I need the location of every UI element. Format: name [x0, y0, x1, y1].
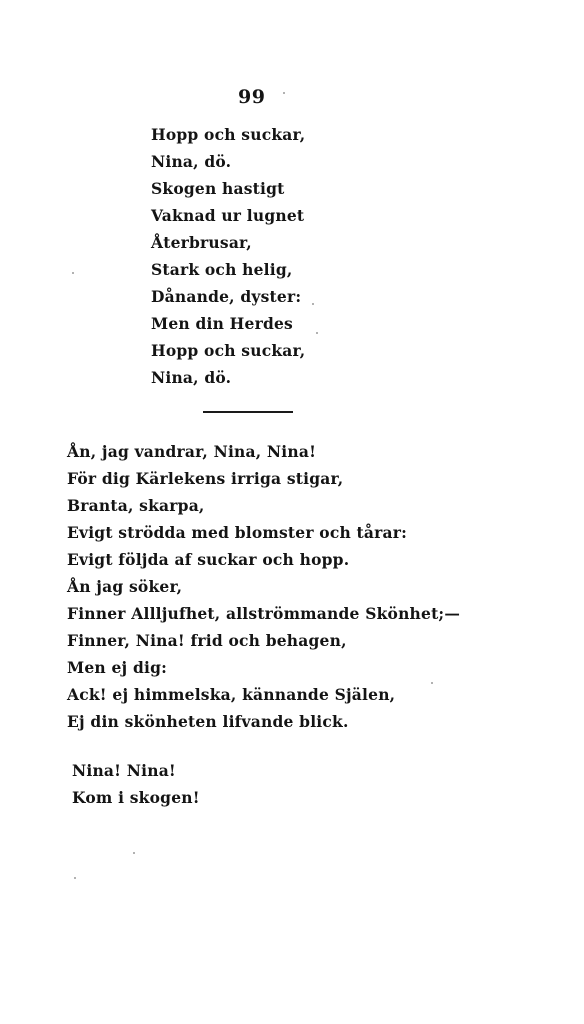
poem-stanza-end — [72, 757, 200, 811]
poem-line: Skogen hastigt — [151, 179, 285, 198]
poem-line: Nina, dö. — [151, 368, 232, 387]
poem-line: Men din Herdes — [151, 314, 293, 333]
poem-line: Evigt följda af suckar och hopp. — [67, 550, 350, 569]
poem-line: Nina, dö. — [151, 152, 232, 171]
section-divider-rule — [203, 411, 293, 413]
poem-line: För dig Kärlekens irriga stigar, — [67, 469, 344, 488]
poem-stanza-main — [67, 438, 460, 735]
print-speck — [316, 332, 318, 334]
print-speck — [133, 852, 135, 854]
print-speck — [72, 272, 74, 274]
poem-line: Hopp och suckar, — [151, 341, 306, 360]
print-speck — [312, 303, 314, 305]
poem-line: Kom i skogen! — [72, 788, 200, 807]
poem-stanza-top — [151, 121, 305, 391]
poem-line: Evigt strödda med blomster och tårar: — [67, 523, 408, 542]
poem-line: Branta, skarpa, — [67, 496, 205, 515]
print-speck — [74, 877, 76, 879]
poem-line: Men ej dig: — [67, 658, 168, 677]
poem-line: Ån jag söker, — [67, 577, 183, 596]
poem-line: Återbrusar, — [151, 233, 252, 252]
print-speck — [431, 682, 433, 684]
poem-line: Dånande, dyster: — [151, 287, 302, 306]
page-number: 99 — [238, 86, 266, 108]
print-speck — [283, 92, 285, 94]
poem-line: Vaknad ur lugnet — [151, 206, 305, 225]
poem-line: Ack! ej himmelska, kännande Själen, — [67, 685, 396, 704]
poem-line: Ån, jag vandrar, Nina, Nina! — [67, 442, 317, 461]
poem-line: Finner Allljufhet, allströmmande Skönhet;— — [67, 604, 461, 623]
poem-line: Hopp och suckar, — [151, 125, 306, 144]
poem-line: Finner, Nina! frid och behagen, — [67, 631, 347, 650]
poem-line: Ej din skönheten lifvande blick. — [67, 712, 349, 731]
poem-line: Nina! Nina! — [72, 761, 176, 780]
poem-line: Stark och helig, — [151, 260, 293, 279]
